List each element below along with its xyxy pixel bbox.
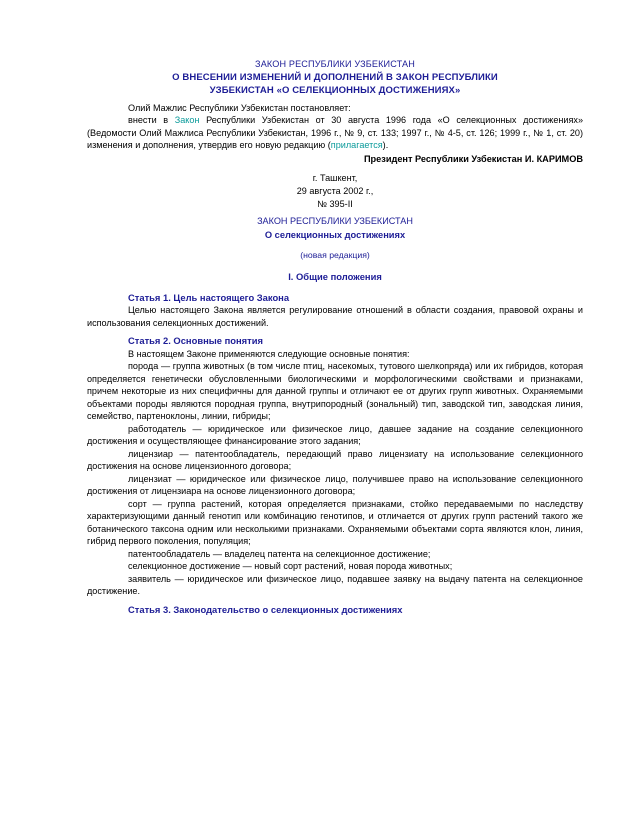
preamble-text-after-link: Республики Узбекистан от 30 августа 1996 года «О селекционных достижениях» (Ведомости Олий Мажлиса Республики Узбекистан, 1996 г., № 9, ст. 133; 1997 г., № 4-5, ст. 126; 1999 г., № 1, ст. 20) изменения и дополнения, утвердив его новую редакцию (: [87, 115, 584, 151]
header-line-3: УЗБЕКИСТАН «О СЕЛЕКЦИОННЫХ ДОСТИЖЕНИЯХ»: [209, 85, 461, 97]
article-3-heading: Статья 3. Законодательство о селекционных достижениях: [128, 603, 403, 615]
signature-number: № 395-II: [317, 199, 353, 210]
article-2-definition-patentoobladatel: патентообладатель — владелец патента на селекционное достижение;: [128, 548, 431, 559]
article-1-paragraph-1: Целью настоящего Закона является регулирование отношений в области создания, правовой охраны и использования селекционных достижений.: [87, 305, 583, 328]
signature-city: г. Ташкент,: [312, 172, 358, 183]
signature-date: 29 августа 2002 г.,: [296, 185, 374, 196]
document-header: [87, 58, 583, 98]
law-subtitle: О селекционных достижениях: [264, 229, 406, 240]
article-2-heading: Статья 2. Основные понятия: [128, 335, 263, 347]
article-1-heading: Статья 1. Цель настоящего Закона: [128, 291, 290, 303]
article-2-definition-rabotodatel: работодатель — юридическое или физическое лицо, давшее задание на создание селекционного достижения и осуществляющее финансирование этого задания;: [87, 423, 583, 447]
attachment-link[interactable]: прилагается: [330, 140, 383, 151]
law-section-heading: I. Общие положения: [288, 271, 382, 283]
article-2-definition-poroda: порода — группа животных (в том числе птиц, насекомых, тутового шелкопряда) или их гибридов, которая определяется генетически обусловленными биологическими и морфологическими свойствами и признаками, причем некоторые из них специфичны для данной группы и отличают ее от других групп животных. Охраняемыми объектами породы являются породная группа, внутрипородный (зональный) тип, заводской тип, заводская линия, семейство, партеноклоны, линии, гибриды;: [87, 361, 583, 422]
article-2-definition-sort: сорт — группа растений, которая определяется признаками, стойко передаваемыми по наследству характеризующими данный генотип или комбинацию генотипов, и отличается от других групп растений такого же ботанического таксона одним или несколькими признаками. Охраняемыми объектами сорта являются клон, линия, гибрид первого поколения, популяция;: [87, 498, 583, 547]
article-2-definition-zayavitel: заявитель — юридическое или физическое лицо, подавшее заявку на выдачу патента на селекционное достижение.: [87, 573, 583, 597]
header-line-2: О ВНЕСЕНИИ ИЗМЕНЕНИЙ И ДОПОЛНЕНИЙ В ЗАКОН РЕСПУБЛИКИ: [172, 72, 498, 84]
preamble-intro: Олий Мажлис Республики Узбекистан постановляет:: [128, 102, 351, 113]
law-edition: (новая редакция): [300, 250, 370, 260]
article-2-definition-licenziat: лицензиат — юридическое или физическое лицо, получившее право на использование селекционного достижения от лицензиара на основе лицензионного договора;: [87, 473, 583, 497]
preamble-text-tail: ).: [382, 140, 389, 151]
article-2-definition-selekcionnoe-dostizhenie: селекционное достижение — новый сорт растений, новая порода животных;: [128, 561, 453, 572]
article-2-paragraph-1: В настоящем Законе применяются следующие основные понятия:: [128, 348, 410, 359]
president-signature: Президент Республики Узбекистан И. КАРИМОВ: [363, 153, 583, 164]
header-line-1: ЗАКОН РЕСПУБЛИКИ УЗБЕКИСТАН: [255, 59, 415, 69]
document-body: [87, 58, 583, 616]
preamble-body: [87, 114, 583, 152]
law-reference-link[interactable]: Закон: [174, 115, 200, 126]
article-2-definition-licenziar: лицензиар — патентообладатель, передающий право лицензиату на использование селекционного достижения на основе лицензионного договора;: [87, 448, 583, 472]
law-title: ЗАКОН РЕСПУБЛИКИ УЗБЕКИСТАН: [257, 216, 413, 227]
preamble-text-before-link: внести в: [128, 115, 175, 126]
